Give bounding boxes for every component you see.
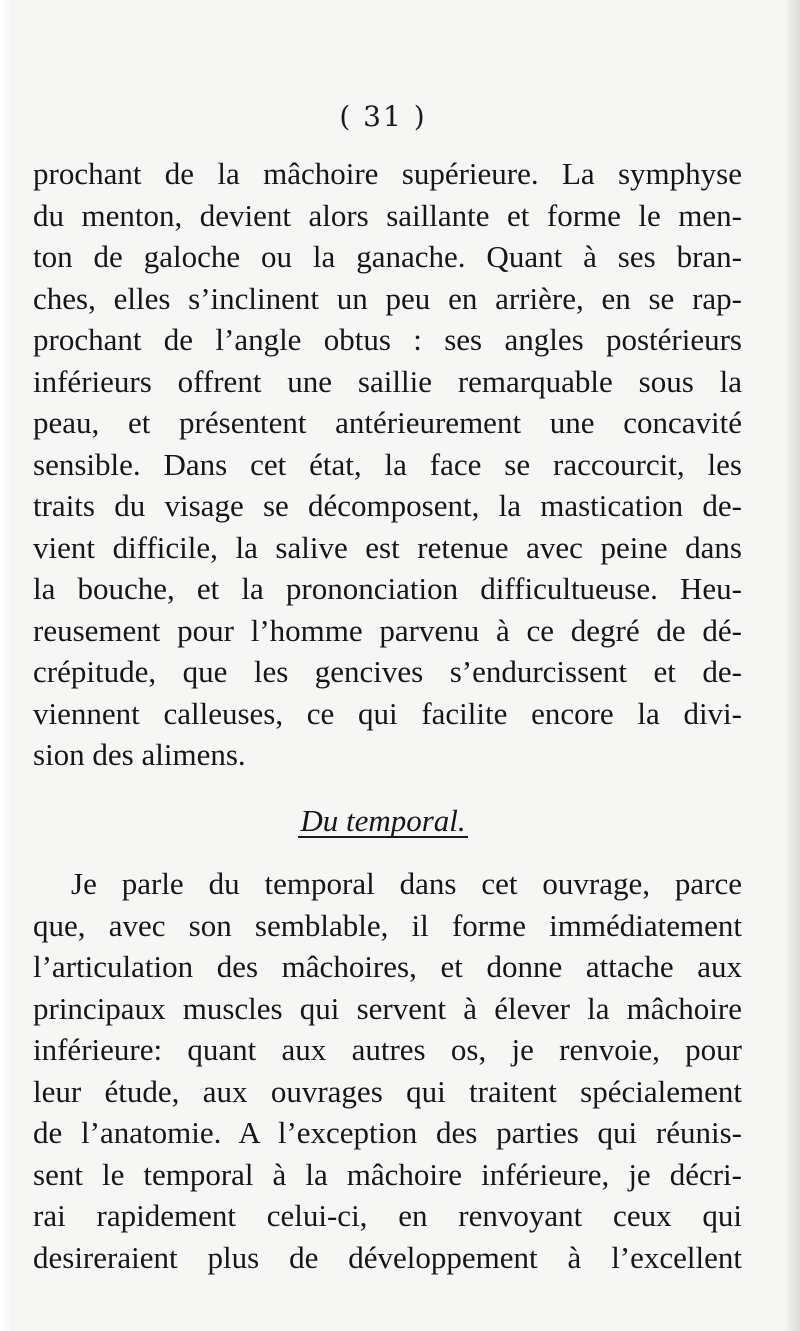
paragraph-1	[33, 153, 742, 776]
text-line: Je parle du temporal dans cet ouvrage, parce	[71, 866, 742, 901]
text-line: ches, elles s’inclinent un peu en arrière, en se rap-	[33, 280, 742, 316]
text-line: sion des alimens.	[33, 737, 246, 772]
text-line: ton de galoche ou la ganache. Quant à ses bran-	[33, 239, 742, 274]
text-line: prochant de l’angle obtus : ses angles postérieurs	[33, 322, 742, 357]
text-line: prochant de la mâchoire supérieure. La symphyse	[33, 156, 742, 191]
text-line: la bouche, et la prononciation difficultueuse. Heu-	[33, 571, 742, 606]
text-line: leur étude, aux ouvrages qui traitent spécialement	[33, 1073, 742, 1109]
text-line: l’articulation des mâchoires, et donne attache aux	[33, 949, 742, 984]
text-line: sensible. Dans cet état, la face se raccourcit, les	[33, 446, 742, 482]
text-line: traits du visage se décomposent, la mastication de-	[33, 488, 742, 523]
text-line: inférieure: quant aux autres os, je renvoie, pour	[33, 1032, 742, 1067]
text-line: rai rapidement celui-ci, en renvoyant ceux qui	[33, 1198, 742, 1233]
text-line: que, avec son semblable, il forme immédiatement	[33, 907, 742, 943]
text-line: sent le temporal à la mâchoire inférieure, je décri-	[33, 1156, 742, 1192]
text-line: inférieurs offrent une saillie remarquable sous la	[33, 363, 742, 399]
text-line: viennent calleuses, ce qui facilite encore la divi-	[33, 695, 742, 731]
section-heading	[0, 801, 766, 841]
text-line: reusement pour l’homme parvenu à ce degré de dé-	[33, 612, 742, 648]
text-line: du menton, devient alors saillante et forme le men-	[33, 197, 742, 233]
text-line: de l’anatomie. A l’exception des parties qui réunis-	[33, 1115, 742, 1150]
text-line: peau, et présentent antérieurement une concavité	[33, 405, 742, 440]
text-line: crépitude, que les gencives s’endurcissent et de-	[33, 654, 742, 689]
text-line: desireraient plus de développement à l’excellent	[33, 1239, 742, 1275]
page-left-margin	[0, 0, 14, 1331]
page-number: ( 31 )	[339, 100, 427, 133]
text-line: vient difficile, la salive est retenue avec peine dans	[33, 529, 742, 565]
page-gutter-shadow	[786, 0, 800, 1331]
section-heading-text: Du temporal.	[300, 803, 466, 838]
paragraph-2	[33, 863, 742, 1278]
text-line: principaux muscles qui servent à élever la mâchoire	[33, 990, 742, 1026]
